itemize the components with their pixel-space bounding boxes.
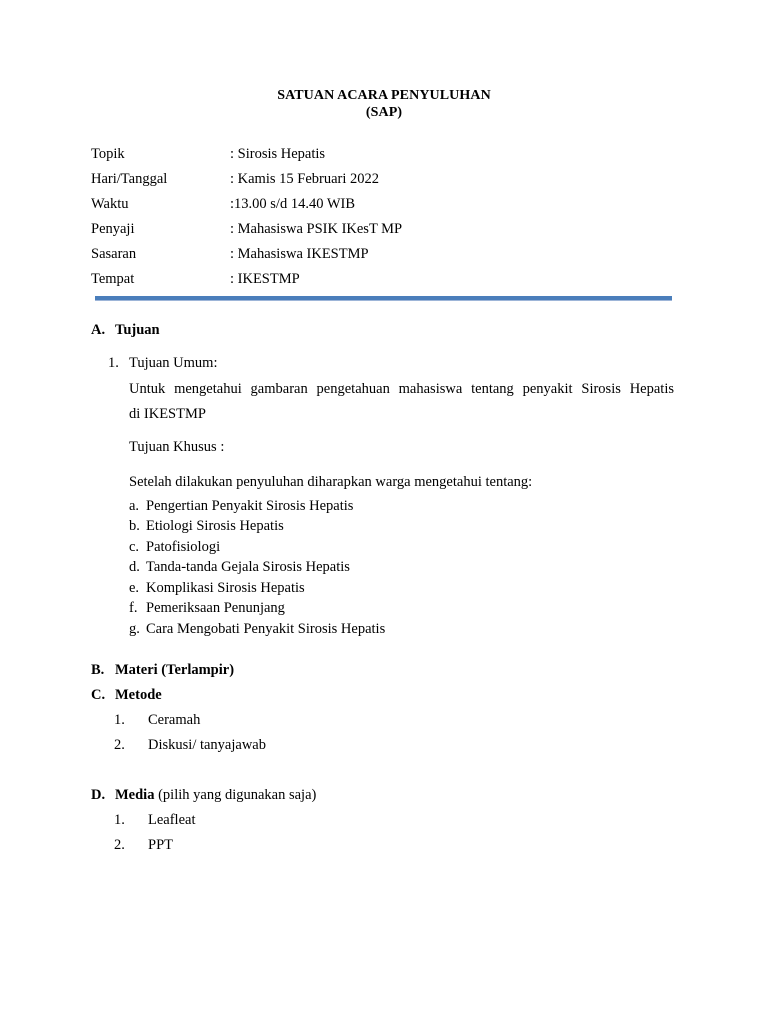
info-row-sasaran (91, 246, 691, 266)
list-item (129, 580, 305, 597)
info-value: :13.00 s/d 14.40 WIB (230, 196, 355, 212)
general-objective-number: 1. (108, 355, 119, 371)
section-letter: B. (91, 662, 105, 678)
info-label: Waktu (91, 196, 129, 212)
list-item-text: Cara Mengobati Penyakit Sirosis Hepatis (146, 621, 386, 637)
section-title: Media (115, 787, 155, 803)
info-row-hari-tanggal (91, 171, 691, 191)
info-row-topik (91, 146, 691, 166)
info-label: Hari/Tanggal (91, 171, 168, 187)
section-letter: A. (91, 322, 106, 338)
media-item: Leafleat (148, 812, 196, 828)
general-objective-text-line2: di IKESTMP (129, 406, 206, 422)
section-letter: D. (91, 787, 106, 803)
list-marker: a. (129, 498, 140, 514)
list-item (129, 621, 385, 638)
list-item (129, 600, 285, 617)
info-row-penyaji (91, 221, 691, 241)
list-item-text: Pemeriksaan Penunjang (146, 600, 285, 616)
info-label: Penyaji (91, 221, 135, 237)
info-value: : Kamis 15 Februari 2022 (230, 171, 380, 187)
list-marker: c. (129, 539, 140, 555)
list-marker: d. (129, 559, 140, 575)
info-value: : Mahasiswa PSIK IKesT MP (230, 221, 403, 237)
method-number: 1. (114, 712, 125, 728)
info-label: Tempat (91, 271, 135, 287)
specific-objective-heading: Tujuan Khusus : (129, 439, 225, 455)
general-objective-text-line1: Untuk mengetahui gambaran pengetahuan mahasiswa tentang penyakit Sirosis Hepatis (129, 381, 674, 397)
method-item: Diskusi/ tanyajawab (148, 737, 266, 753)
document-title: SATUAN ACARA PENYULUHAN (277, 88, 491, 103)
info-row-waktu (91, 196, 691, 216)
section-b-heading (91, 662, 234, 679)
media-item: PPT (148, 837, 173, 853)
media-number: 1. (114, 812, 125, 828)
list-item-text: Tanda-tanda Gejala Sirosis Hepatis (146, 559, 350, 575)
list-item-text: Etiologi Sirosis Hepatis (146, 518, 284, 534)
info-label: Sasaran (91, 246, 137, 262)
section-note: (pilih yang digunakan saja) (158, 787, 317, 803)
list-item (129, 559, 350, 576)
info-value: : Sirosis Hepatis (230, 146, 326, 162)
section-title: Metode (115, 687, 162, 703)
list-item-text: Patofisiologi (146, 539, 221, 555)
list-marker: b. (129, 518, 140, 534)
info-value: : Mahasiswa IKESTMP (230, 246, 369, 262)
section-letter: C. (91, 687, 106, 703)
section-d-heading (91, 787, 316, 804)
info-row-tempat (91, 271, 691, 291)
list-item-text: Pengertian Penyakit Sirosis Hepatis (146, 498, 354, 514)
document-subtitle: (SAP) (365, 105, 403, 120)
list-item-text: Komplikasi Sirosis Hepatis (146, 580, 305, 596)
section-title: Materi (Terlampir) (115, 662, 235, 678)
info-value: : IKESTMP (230, 271, 300, 287)
section-title: Tujuan (115, 322, 160, 338)
section-a-heading (91, 322, 160, 339)
method-number: 2. (114, 737, 125, 753)
list-item (129, 539, 220, 556)
header-divider (95, 296, 672, 301)
list-marker: e. (129, 580, 140, 596)
section-c-heading (91, 687, 162, 704)
method-item: Ceramah (148, 712, 201, 728)
media-number: 2. (114, 837, 125, 853)
list-item (129, 518, 284, 535)
specific-objective-intro: Setelah dilakukan penyuluhan diharapkan warga mengetahui tentang: (129, 474, 533, 490)
general-objective-heading: Tujuan Umum: (129, 355, 218, 371)
list-item (129, 498, 353, 515)
list-marker: g. (129, 621, 140, 637)
list-marker: f. (129, 600, 138, 616)
info-label: Topik (91, 146, 125, 162)
